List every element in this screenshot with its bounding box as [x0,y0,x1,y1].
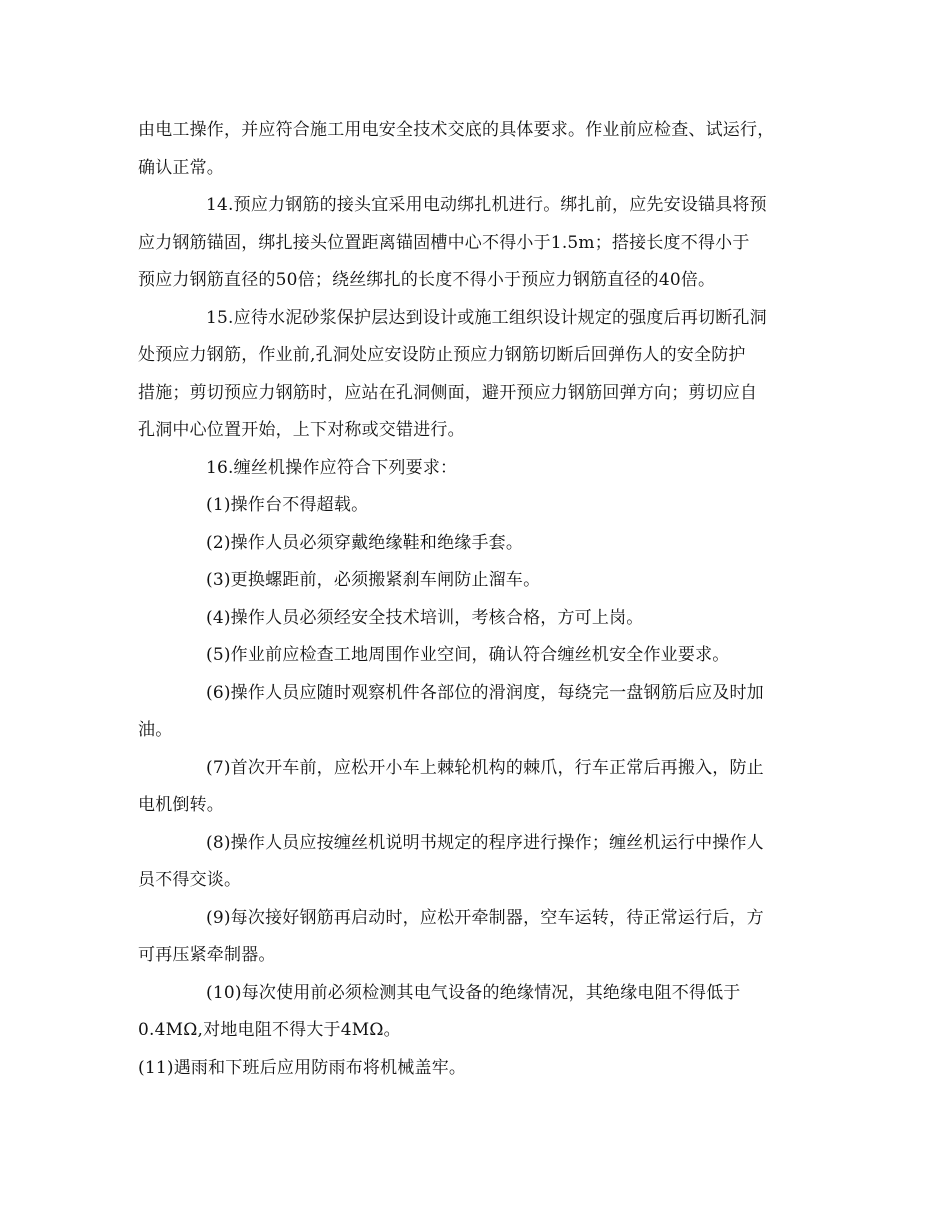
body-text [138,112,818,1087]
text-line: (1)操作台不得超载。 [206,495,369,515]
text-line: 16.缠丝机操作应符合下列要求： [206,457,458,478]
text-line: 由电工操作，并应符合施工用电安全技术交底的具体要求。作业前应检查、试运行， [138,120,775,140]
text-line: 应力钢筋锚固，绑扎接头位置距离锚固槽中心不得小于1.5m；搭接长度不得小于 [138,232,750,253]
text-line: 孔洞中心位置开始，上下对称或交错进行。 [138,420,465,440]
text-line: 15.应待水泥砂浆保护层达到设计或施工组织设计规定的强度后再切断孔洞 [206,307,767,328]
text-line: 电机倒转。 [138,795,224,815]
text-line: 油。 [138,720,173,740]
text-line: (9)每次接好钢筋再启动时，应松开牵制器，空车运转，待正常运行后，方 [206,907,764,928]
text-line: 员不得交谈。 [138,870,242,890]
text-line: 14.预应力钢筋的接头宜采用电动绑扎机进行。绑扎前，应先安设锚具将预 [206,195,767,215]
text-line: 0.4MΩ,对地电阻不得大于4MΩ。 [138,1020,401,1040]
text-line: 确认正常。 [138,157,224,178]
text-line: (5)作业前应检查工地周围作业空间，确认符合缠丝机安全作业要求。 [206,645,730,665]
text-line: (11)遇雨和下班后应用防雨布将机械盖牢。 [138,1057,467,1078]
text-line: (10)每次使用前必须检测其电气设备的绝缘情况，其绝缘电阻不得低于 [206,982,741,1003]
text-line: (3)更换螺距前，必须搬紧刹车闸防止溜车。 [206,570,541,590]
text-line: 可再压紧牵制器。 [138,945,276,965]
text-line: (8)操作人员应按缠丝机说明书规定的程序进行操作；缠丝机运行中操作人 [206,832,764,853]
text-line: (4)操作人员必须经安全技术培训，考核合格，方可上岗。 [206,607,644,628]
text-line: (2)操作人员必须穿戴绝缘鞋和绝缘手套。 [206,532,524,553]
text-line: (7)首次开车前，应松开小车上棘轮机构的棘爪，行车正常后再搬入，防止 [206,757,764,778]
text-line: (6)操作人员应随时观察机件各部位的滑润度，每绕完一盘钢筋后应及时加 [206,682,764,703]
text-line: 预应力钢筋直径的50倍；绕丝绑扎的长度不得小于预应力钢筋直径的40倍。 [138,270,716,290]
text-line: 处预应力钢筋，作业前,孔洞处应安设防止预应力钢筋切断后回弹伤人的安全防护 [138,345,746,365]
text-line: 措施；剪切预应力钢筋时，应站在孔洞侧面，避开预应力钢筋回弹方向；剪切应自 [138,382,758,403]
